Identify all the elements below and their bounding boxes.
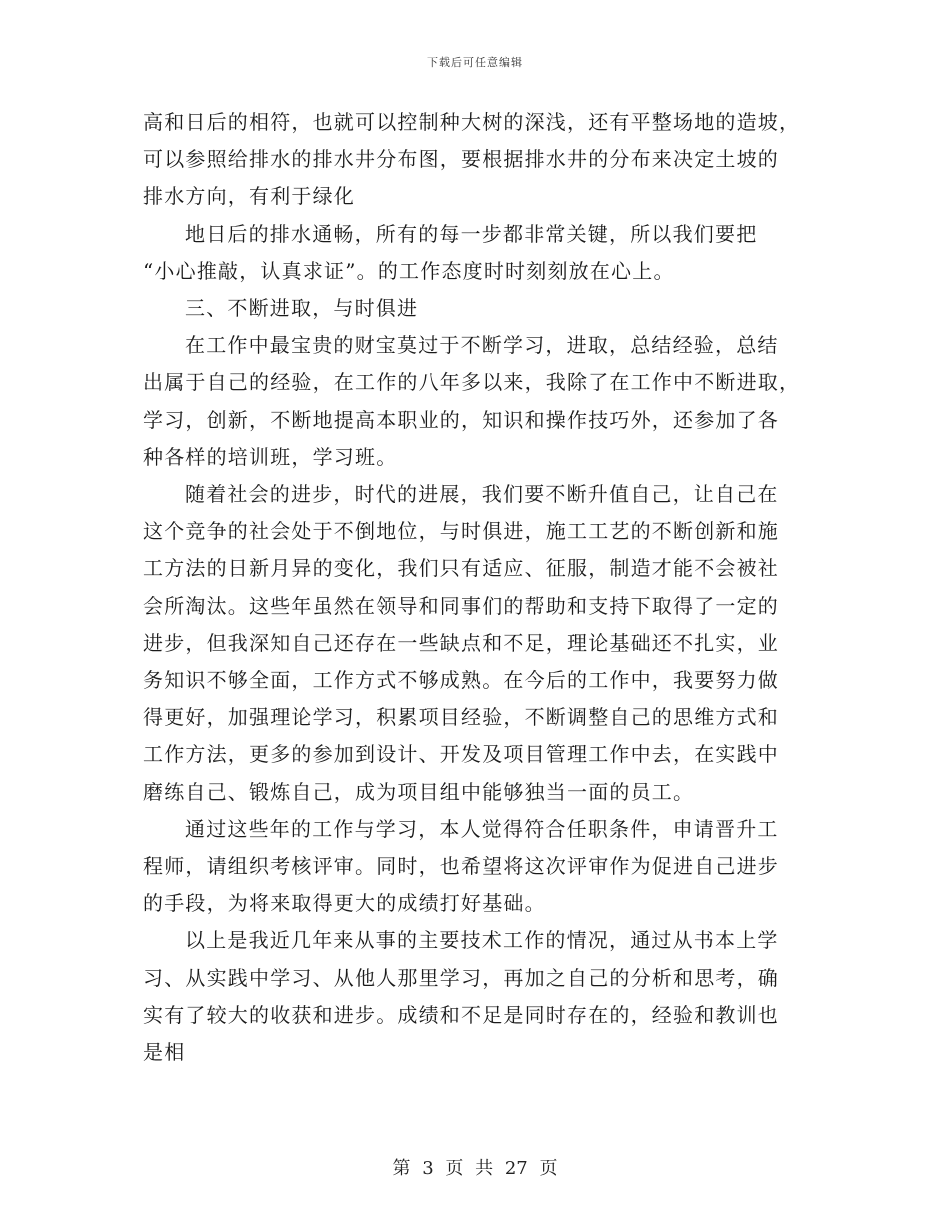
text-line: 务知识不够全面，工作方式不够成熟。在今后的工作中，我要努力做 [143,668,779,693]
text-line: “小心推敲，认真求证”。的工作态度时时刻刻放在心上。 [143,258,675,283]
text-line: 种各样的培训班，学习班。 [143,444,398,469]
paragraph-start-line: 以上是我近几年来从事的主要技术工作的情况，通过从书本上学 [185,928,779,953]
text-line: 会所淘汰。这些年虽然在领导和同事们的帮助和支持下取得了一定的 [143,593,779,618]
paragraph-start-line: 随着社会的进步，时代的进展，我们要不断升值自己，让自己在 [185,482,779,507]
text-line: 的手段，为将来取得更大的成绩打好基础。 [143,891,546,916]
text-line: 排水方向，有利于绿化 [143,184,355,209]
text-line: 工作方法，更多的参加到设计、开发及项目管理工作中去，在实践中 [143,742,779,767]
text-line: 实有了较大的收获和进步。成绩和不足是同时存在的，经验和教训也 [143,1002,779,1027]
section-heading: 三、不断进取，与时俱进 [185,296,419,321]
page-header-note: 下载后可任意编辑 [427,56,523,69]
document-body [143,104,813,1071]
text-line: 可以参照给排水的排水井分布图，要根据排水井的分布来决定土坡的 [143,147,779,172]
paragraph-start-line: 在工作中最宝贵的财宝莫过于不断学习，进取，总结经验，总结 [185,333,779,358]
paragraph-start-line: 通过这些年的工作与学习，本人觉得符合任职条件，申请晋升工 [185,816,779,841]
text-line: 进步，但我深知自己还存在一些缺点和不足，理论基础还不扎实，业 [143,630,779,655]
text-line: 出属于自己的经验，在工作的八年多以来，我除了在工作中不断进取， [143,370,801,395]
text-line: 得更好，加强理论学习，积累项目经验，不断调整自己的思维方式和 [143,705,779,730]
text-line: 是相 [143,1040,186,1065]
page-number: 第 3 页 共 27 页 [392,1158,558,1179]
text-line: 高和日后的相符，也就可以控制种大树的深浅，还有平整场地的造坡， [143,110,801,134]
text-line: 学习，创新，不断地提高本职业的，知识和操作技巧外，还参加了各 [143,407,779,432]
text-line: 这个竞争的社会处于不倒地位，与时俱进，施工工艺的不断创新和施 [143,519,779,544]
text-line: 程师，请组织考核评审。同时，也希望将这次评审作为促进自己进步 [143,854,779,879]
paragraph-start-line: 地日后的排水通畅，所有的每一步都非常关键，所以我们要把 [185,221,758,246]
text-line: 工方法的日新月异的变化，我们只有适应、征服，制造才能不会被社 [143,556,779,581]
text-line: 习、从实践中学习、从他人那里学习，再加之自己的分析和思考，确 [143,965,779,990]
text-line: 磨练自己、锻炼自己，成为项目组中能够独当一面的员工。 [143,779,695,804]
